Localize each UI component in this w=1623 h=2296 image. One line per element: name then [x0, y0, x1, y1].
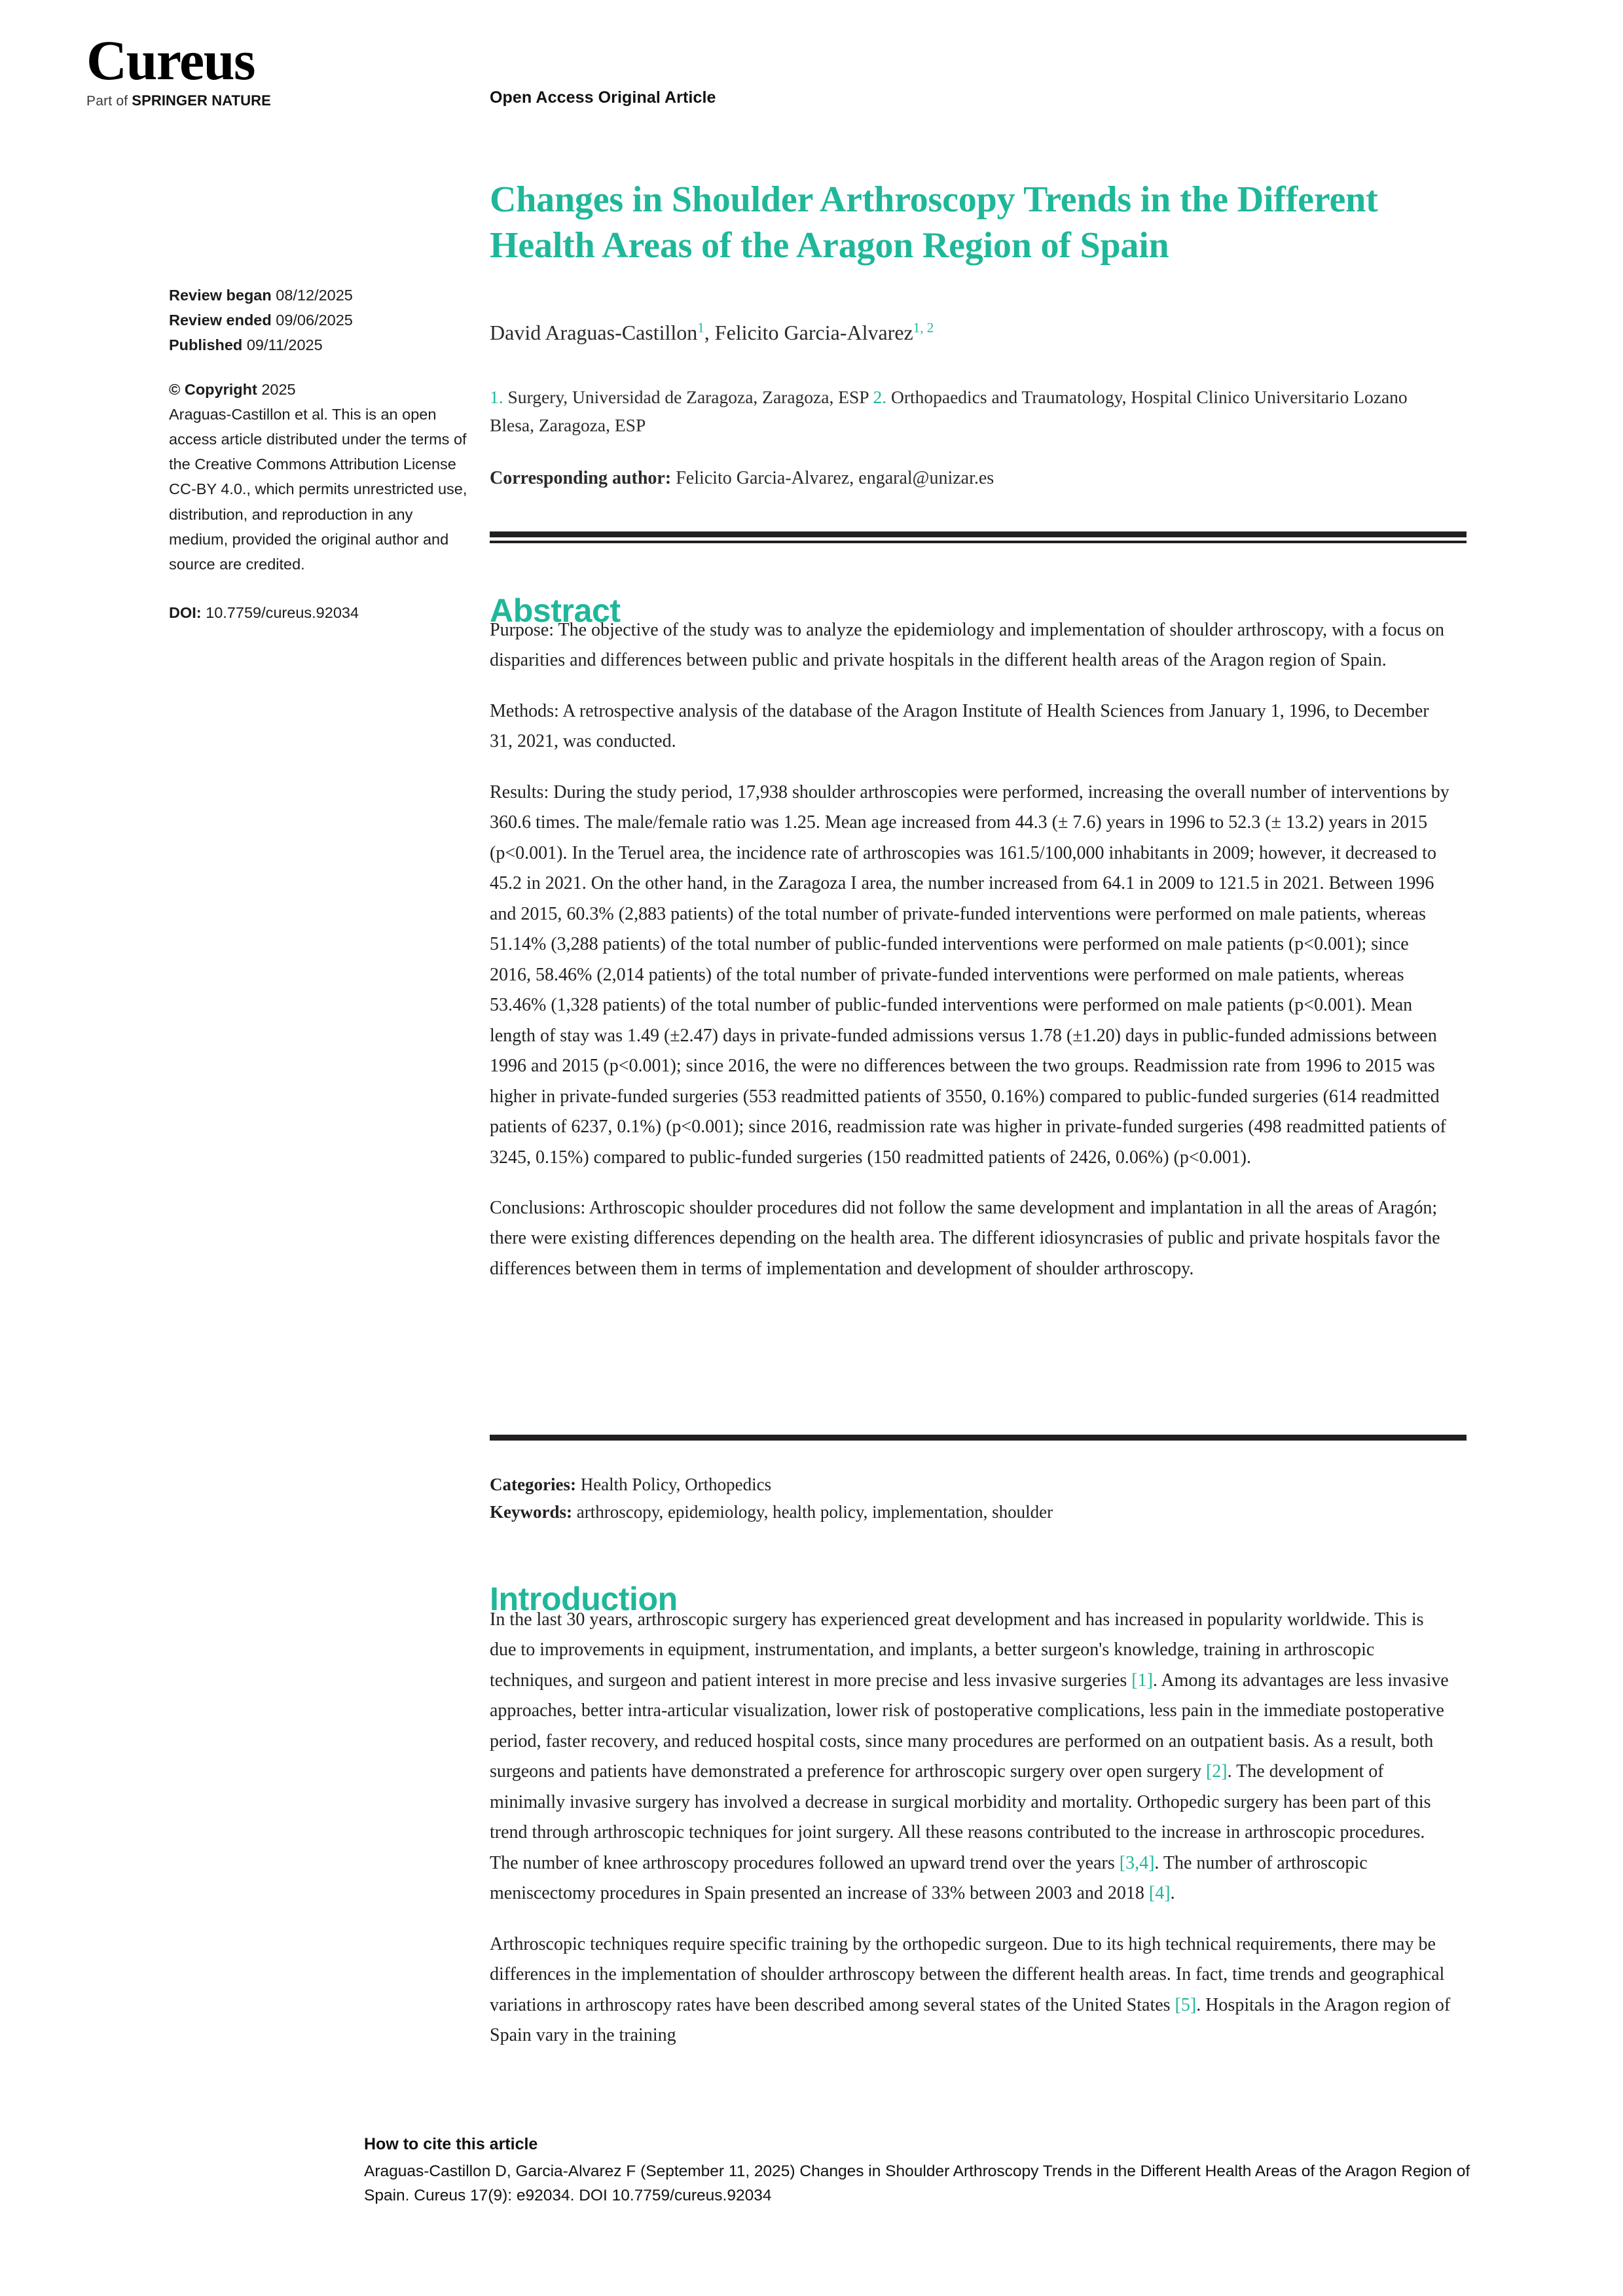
categories-row — [490, 1471, 1452, 1499]
corresponding-author — [490, 465, 1472, 492]
article-metadata-rail — [169, 283, 470, 625]
how-to-cite-heading: How to cite this article — [364, 2135, 538, 2153]
intro-p2-text-a: Arthroscopic techniques require specific training by the orthopedic surgeon. Due to its high technical requirements, there may be differences in the implementation of shoulder arthroscopy between the different health areas. In fact, time trends and geographical variations in arthroscopy rates have been described among several states of the United States — [490, 1933, 1445, 2015]
intro-p1-text-e: . The number of arthroscopic meniscectomy procedures in Spain presented an increase of 33% between 2003 and 2018 — [490, 1852, 1368, 1904]
abstract-top-rule — [490, 531, 1467, 543]
rule-thin-bar — [490, 541, 1467, 543]
categories-label: Categories: — [490, 1475, 576, 1494]
author-name[interactable]: David Araguas-Castillon — [490, 321, 698, 344]
intro-p1-text-f: . — [1170, 1883, 1175, 1904]
abstract-bottom-rule — [490, 1435, 1467, 1441]
citation-link[interactable]: [2] — [1205, 1761, 1228, 1782]
author-affiliation-marker: 1, 2 — [913, 319, 934, 336]
abstract-results: Results: During the study period, 17,938 shoulder arthroscopies were performed, increasing the overall number of interventions by 360.6 times. The male/female ratio was 1.25. Mean age increased from 44.3 (± 7.6) years in 1996 to 52.3 (± 13.2) years in 2015 (p<0.001). In the Teruel area, the incidence rate of arthroscopies was 161.5/100,000 inhabitants in 2009; however, it decreased to 45.2 in 2021. On the other hand, in the Zaragoza I area, the number increased from 64.1 in 2009 to 121.5 in 2021. Between 1996 and 2015, 60.3% (2,883 patients) of the total number of private-funded interventions were performed on male patients, whereas 51.14% (3,288 patients) of the total number of public-funded interventions were performed on male patients (p<0.001); since 2016, 58.46% (2,014 patients) of the total number of private-funded interventions were performed on male patients, whereas 53.46% (1,328 patients) of the total number of public-funded interventions were performed on male patients (p<0.001). Mean length of stay was 1.49 (±2.47) days in private-funded admissions versus 1.78 (±1.20) days in public-funded admissions between 1996 and 2015 (p<0.001); since 2016, the were no differences between the two groups. Readmission rate from 1996 to 2015 was higher in private-funded surgeries (553 readmitted patients of 3550, 0.16%) compared to public-funded surgeries (614 readmitted patients of 6237, 0.1%) (p<0.001); since 2016, readmission rate was higher in private-funded surgeries (498 readmitted patients of 3245, 0.15%) compared to public-funded surgeries (150 readmitted patients of 2426, 0.06%) (p<0.001). — [490, 781, 1450, 1168]
doi-label: DOI: — [169, 603, 202, 621]
review-ended-value: 09/06/2025 — [276, 312, 353, 329]
introduction-heading: Introduction — [490, 1580, 678, 1617]
how-to-cite-citation: Araguas-Castillon D, Garcia-Alvarez F (September 11, 2025) Changes in Shoulder Arthroscopy Trends in the Different Health Areas of the Aragon Region of Spain. Cureus 17(9): e92034. DOI 10.7759/cureus.92034 — [364, 2162, 1470, 2204]
abstract-conclusions: Conclusions: Arthroscopic shoulder procedures did not follow the same development and implantation in all the areas of Aragón; there were existing differences depending on the health area. The different idiosyncrasies of public and private hospitals favor the differences between them in terms of implementation and development of shoulder arthroscopy. — [490, 1197, 1440, 1279]
review-began-label: Review began — [169, 287, 272, 304]
affiliation-number: 1. — [490, 387, 503, 407]
affiliation-number: 2. — [873, 387, 887, 407]
citation-link[interactable]: [3,4] — [1119, 1852, 1155, 1873]
review-ended-label: Review ended — [169, 312, 272, 329]
intro-p1-text-b: . Among its advantages are less invasive approaches, better intra-articular visualization, lower risk of postoperative complications, less pain in the immediate postoperative period, faster recovery, and reduced hospital costs, since many procedures are performed on an outpatient basis. As a result, both surgeons and patients have demonstrated a preference for arthroscopic surgery over open surgery — [490, 1670, 1449, 1782]
logo-tagline-brand: SPRINGER NATURE — [132, 92, 271, 109]
abstract-heading: Abstract — [490, 592, 621, 629]
intro-p1-text-a: In the last 30 years, arthroscopic surgery has experienced great development and has increased in popularity worldwide. This is due to improvements in equipment, instrumentation, and implants, a better surgeon's knowledge, training in arthroscopic techniques, and surgeon and patient interest in more precise and less invasive surgeries — [490, 1609, 1424, 1691]
taxonomy-block — [490, 1471, 1452, 1526]
published-row — [169, 332, 470, 357]
copyright-line — [169, 377, 470, 402]
cureus-logo[interactable] — [86, 29, 361, 109]
corresponding-author-label: Corresponding author: — [490, 468, 672, 488]
affiliation-text: Surgery, Universidad de Zaragoza, Zaragoza, ESP — [507, 387, 869, 407]
logo-tagline-prefix: Part of — [86, 93, 132, 109]
published-label: Published — [169, 336, 243, 354]
review-ended-row — [169, 308, 470, 332]
keywords-value[interactable]: arthroscopy, epidemiology, health policy, implementation, shoulder — [576, 1501, 1053, 1522]
copyright-year: 2025 — [261, 381, 296, 399]
affiliation-text: Orthopaedics and Traumatology, Hospital Clinico Universitario Lozano Blesa, Zaragoza, ESP — [490, 387, 1408, 436]
doi-row — [169, 600, 470, 625]
citation-link[interactable]: [4] — [1148, 1883, 1171, 1904]
categories-value[interactable]: Health Policy, Orthopedics — [580, 1475, 772, 1494]
affiliation-list — [490, 383, 1452, 440]
article-type-kicker: Open Access Original Article — [490, 88, 716, 107]
review-began-row — [169, 283, 470, 308]
introduction-paragraph-1 — [490, 1605, 1452, 1909]
citation-link[interactable]: [1] — [1131, 1670, 1153, 1691]
keywords-label: Keywords: — [490, 1501, 572, 1522]
introduction-paragraph-2 — [490, 1929, 1452, 2051]
keywords-row — [490, 1499, 1452, 1526]
logo-wordmark: Cureus — [86, 29, 255, 92]
copyright-label: © Copyright — [169, 381, 257, 399]
abstract-purpose: Purpose: The objective of the study was to analyze the epidemiology and implementation of shoulder arthroscopy, with a focus on disparities and differences between public and private hospitals in the different health areas of the Aragon region of Spain. — [490, 620, 1444, 671]
published-value: 09/11/2025 — [246, 336, 323, 354]
rule-thick-bar — [490, 531, 1467, 537]
intro-p1-text-d: . The development of minimally invasive surgery has involved a decrease in surgical morbidity and mortality. Orthopedic surgery has been part of this trend through arthroscopic techniques for joint surgery. All these reasons contributed to the increase in arthroscopic procedures. The number of knee arthroscopy procedures followed an upward trend over the years — [490, 1761, 1431, 1873]
introduction-body — [490, 1605, 1452, 2051]
author-list: David Araguas-Castillon$^1$, Felicito Garcia-Alvarez$^{1, 2}$ — [490, 319, 934, 344]
copyright-block — [169, 377, 470, 577]
license-text: Araguas-Castillon et al. This is an open access article distributed under the terms of the Creative Commons Attribution License CC-BY 4.0., which permits unrestricted use, distribution, and reproduction in any medium, provided the original author and source are credited. — [169, 406, 467, 573]
abstract-body — [490, 615, 1452, 1284]
author-affiliation-marker: 1 — [697, 319, 704, 336]
how-to-cite-footer — [364, 2135, 1516, 2208]
logo-tagline — [86, 92, 361, 109]
author-name[interactable]: Felicito Garcia-Alvarez — [714, 321, 913, 344]
page-title: Changes in Shoulder Arthroscopy Trends in the Different Health Areas of the Aragon Region of Spain — [490, 179, 1378, 266]
intro-p2-text-b: . Hospitals in the Aragon region of Spain vary in the training — [490, 1994, 1451, 2046]
abstract-methods: Methods: A retrospective analysis of the database of the Aragon Institute of Health Sciences from January 1, 1996, to December 31, 2021, was conducted. — [490, 700, 1429, 752]
corresponding-author-value[interactable]: Felicito Garcia-Alvarez, engaral@unizar.es — [676, 468, 994, 488]
citation-link[interactable]: [5] — [1175, 1994, 1197, 2015]
doi-value[interactable]: 10.7759/cureus.92034 — [206, 603, 359, 621]
review-began-value: 08/12/2025 — [276, 287, 353, 304]
